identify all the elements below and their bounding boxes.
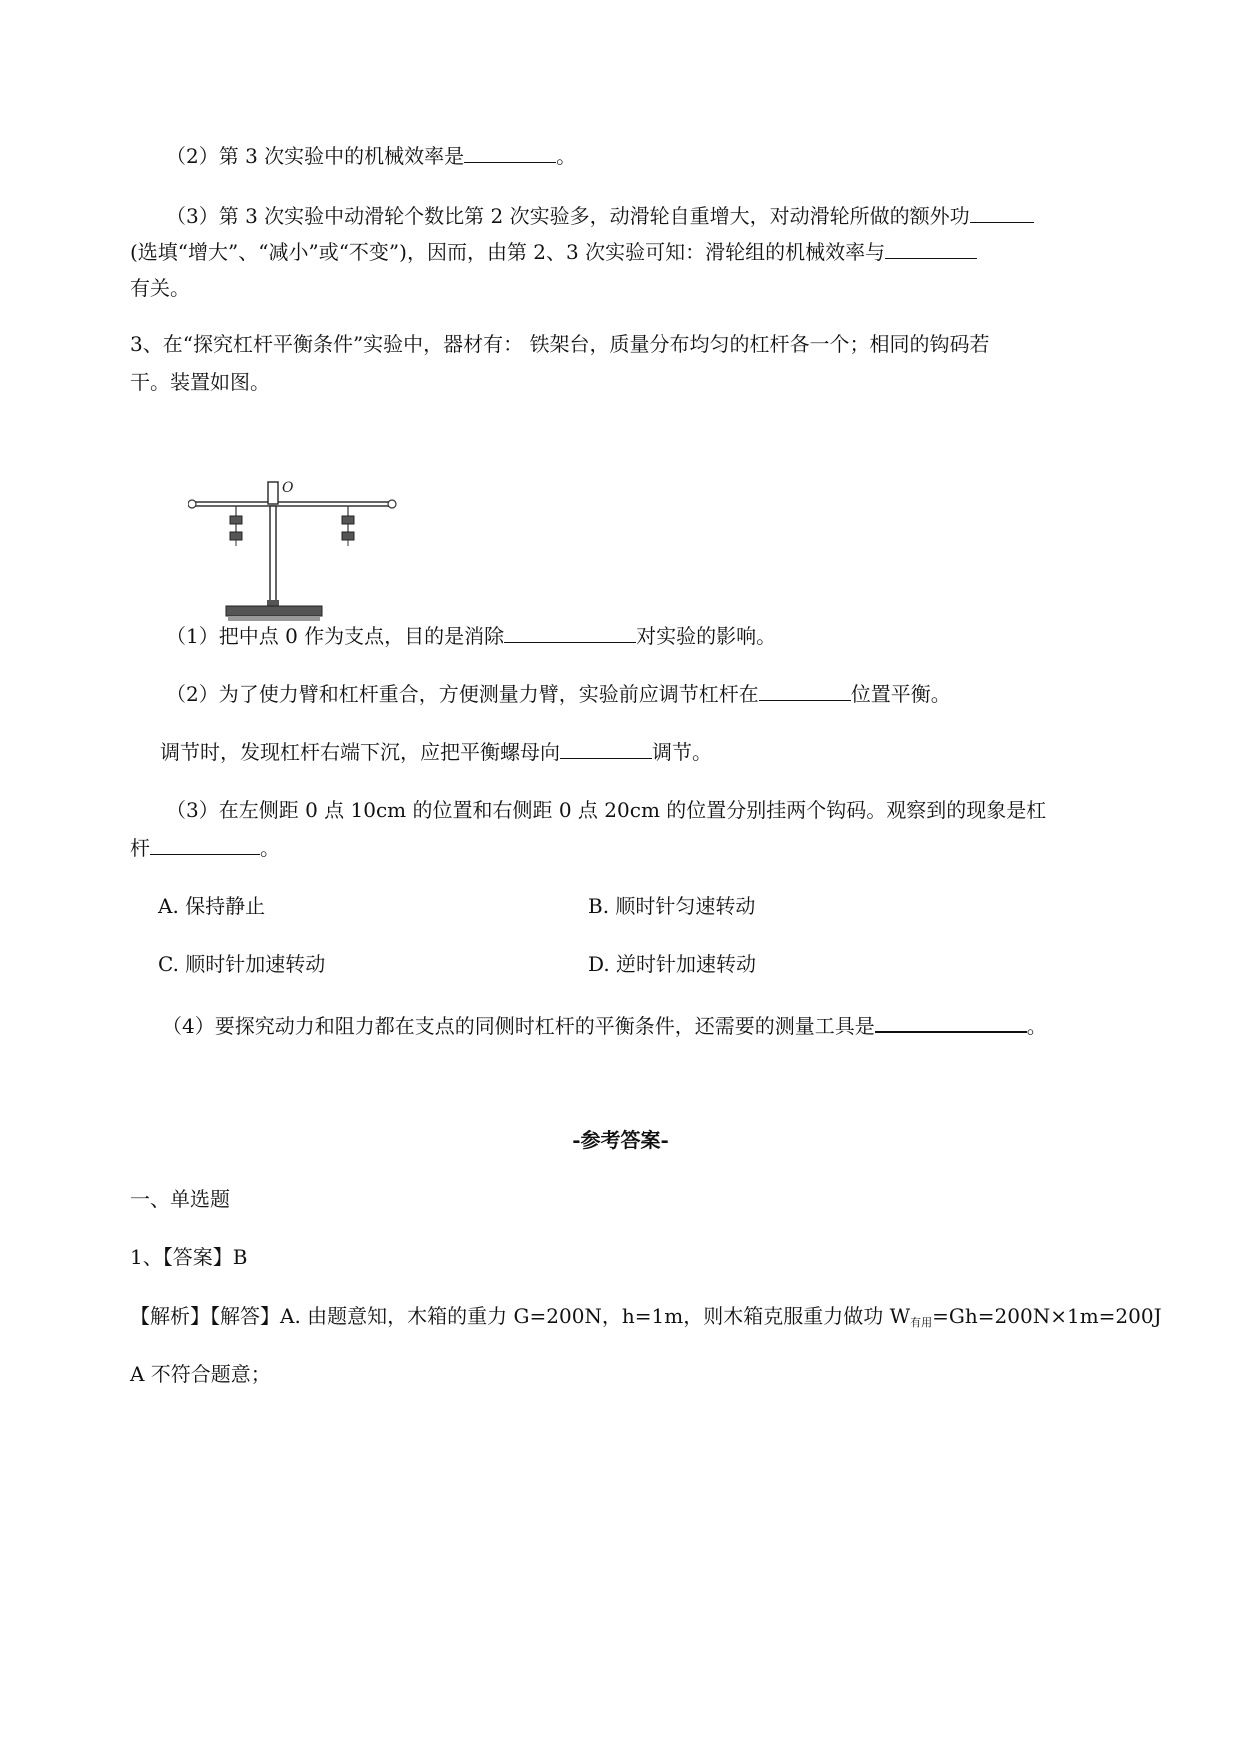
hook-weight-left-2 — [230, 532, 242, 540]
option-a-label: A. 保持静止 — [158, 894, 266, 918]
q2-part2-end: 。 — [556, 144, 577, 168]
answer-blank[interactable] — [875, 1013, 1027, 1033]
q2-part3-text-2: (选填“增大”、“减小”或“不变”)，因而，由第 2、3 次实验可知：滑轮组的机械效率与 — [130, 240, 886, 264]
balance-nut-left — [188, 500, 196, 508]
q3-part1-text: （1）把中点 0 作为支点，目的是消除 — [166, 624, 505, 648]
q3-part2-adjust — [160, 738, 712, 766]
q3-intro-text-2: 干。装置如图。 — [130, 370, 270, 394]
answer-blank[interactable] — [464, 144, 556, 163]
q2-part3-line1 — [166, 202, 1034, 230]
q3-intro-text: 3、在“探究杠杆平衡条件”实验中，器材有： 铁架台，质量分布均匀的杠杆各一个；相同的钩码若 — [130, 332, 990, 356]
answers-title — [0, 1126, 1241, 1154]
q2-part2 — [166, 142, 576, 170]
q3-part2-adjust-text: 调节时，发现杠杆右端下沉，应把平衡螺母向 — [160, 740, 560, 764]
option-d[interactable] — [588, 950, 756, 978]
q3-part1 — [166, 622, 776, 650]
q2-part3-text-3: 有关。 — [130, 276, 190, 300]
q3-part2 — [166, 680, 951, 708]
q3-intro-line1 — [130, 330, 990, 358]
hook-weight-right-2 — [342, 532, 354, 540]
answer-1 — [130, 1243, 247, 1271]
analysis — [130, 1302, 1162, 1337]
option-c[interactable] — [158, 950, 325, 978]
q3-intro-line2 — [130, 368, 270, 396]
q3-part3-text: （3）在左侧距 0 点 10cm 的位置和右侧距 0 点 20cm 的位置分别挂两个钩码。观察到的现象是杠 — [166, 798, 1047, 822]
option-b[interactable] — [588, 892, 755, 920]
option-d-label: D. 逆时针加速转动 — [588, 952, 757, 976]
q3-part4-text: （4）要探究动力和阻力都在支点的同侧时杠杆的平衡条件，还需要的测量工具是 — [162, 1014, 875, 1038]
q2-part2-text: （2）第 3 次实验中的机械效率是 — [166, 144, 465, 168]
answers-title-text: -参考答案- — [572, 1128, 669, 1152]
analysis-subscript: 有用 — [910, 1316, 933, 1329]
answer-blank[interactable] — [504, 624, 636, 643]
balance-nut-right — [388, 500, 396, 508]
q3-part2-text: （2）为了使力臂和杠杆重合，方便测量力臂，实验前应调节杠杆在 — [166, 682, 759, 706]
section-heading — [130, 1185, 230, 1213]
analysis-text-2: =Gh=200N×1m=200J — [932, 1304, 1162, 1328]
q3-part1-end: 对实验的影响。 — [636, 624, 777, 648]
option-b-label: B. 顺时针匀速转动 — [588, 894, 756, 918]
stand-joint — [267, 600, 279, 606]
conclusion — [130, 1360, 271, 1388]
stand-base-shadow — [228, 616, 320, 621]
answer-blank[interactable] — [759, 682, 851, 701]
q3-part2-end: 位置平衡。 — [850, 682, 951, 706]
option-c-label: C. 顺时针加速转动 — [158, 952, 326, 976]
lever-apparatus-figure — [188, 478, 418, 638]
pivot-tab — [268, 482, 278, 504]
q3-part3-end: 。 — [260, 836, 280, 860]
answer-blank[interactable] — [970, 204, 1034, 223]
q3-part4-end: 。 — [1026, 1014, 1047, 1038]
hook-weight-right-1 — [342, 516, 354, 524]
answer-1-text: 1、【答案】B — [130, 1245, 248, 1269]
q3-part3-line2 — [130, 834, 280, 862]
q2-part3-text: （3）第 3 次实验中动滑轮个数比第 2 次实验多，动滑轮自重增大，对动滑轮所做的额外功 — [166, 204, 970, 228]
answer-blank[interactable] — [150, 836, 260, 855]
conclusion-text: A 不符合题意； — [130, 1362, 271, 1386]
section-heading-text: 一、单选题 — [130, 1187, 230, 1211]
q2-part3-line3 — [130, 274, 190, 302]
q3-part3-text-2: 杆 — [130, 836, 150, 860]
q3-part4 — [162, 1012, 1047, 1040]
q3-part3-line1 — [166, 796, 1046, 824]
hook-weight-left-1 — [230, 516, 242, 524]
lever-beam — [192, 502, 392, 506]
pivot-label-o: O — [282, 480, 294, 496]
option-a[interactable] — [158, 892, 265, 920]
q2-part3-line2 — [130, 238, 977, 266]
answer-blank[interactable] — [885, 240, 977, 259]
stand-pole — [270, 506, 276, 604]
q3-part2-adjust-end: 调节。 — [652, 740, 712, 764]
analysis-text: 【解析】【解答】A. 由题意知，木箱的重力 G=200N，h=1m，则木箱克服重力做功 W — [130, 1304, 911, 1328]
answer-blank[interactable] — [560, 740, 652, 759]
stand-base — [226, 606, 322, 616]
